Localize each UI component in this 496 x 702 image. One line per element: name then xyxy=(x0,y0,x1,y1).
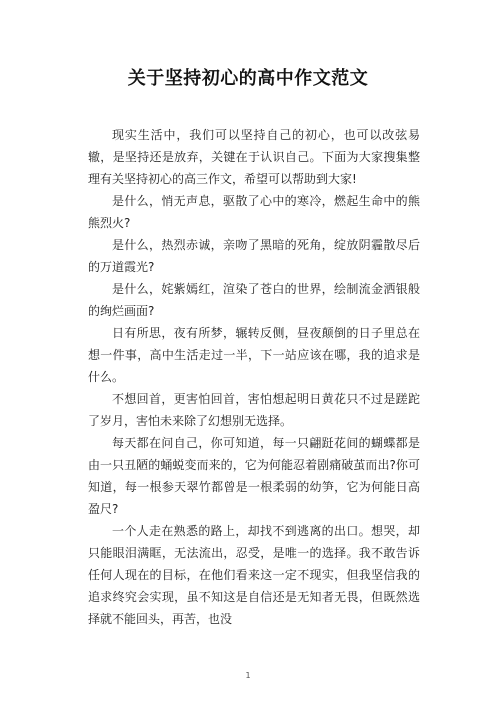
paragraph: 每天都在问自己，你可知道，每一只翩跹花间的蝴蝶都是由一只丑陋的蛹蜕变而来的，它为何能忍着剧痛破茧而出?你可知道，每一根参天翠竹都曾是一根柔弱的幼笋，它为何能日高盈尺? xyxy=(88,436,420,516)
paragraph: 是什么，热烈赤诚，亲吻了黑暗的死角，绽放阴霾散尽后的万道霞光? xyxy=(88,238,420,274)
document-title: 关于坚持初心的高中作文范文 xyxy=(127,68,369,89)
paragraph: 是什么，悄无声息，驱散了心中的寒冷，燃起生命中的熊熊烈火? xyxy=(88,194,420,230)
paragraph-intro: 现实生活中，我们可以坚持自己的初心，也可以改弦易辙，是坚持还是放弃，关键在于认识自己。下面为大家搜集整理有关坚持初心的高三作文，希望可以帮助到大家! xyxy=(88,128,420,186)
document-body xyxy=(88,124,420,630)
paragraph: 一个人走在熟悉的路上，却找不到逃离的出口。想哭，却只能眼泪满眶，无法流出，忍受，是唯一的选择。我不敢告诉任何人现在的目标，在他们看来这一定不现实，但我坚信我的追求终究会实现，虽不知这是自信还是无知者无畏，但既然选择就不能回头，再苦，也没 xyxy=(88,524,420,626)
paragraph: 日有所思，夜有所梦，辗转反侧，昼夜颠倒的日子里总在想一件事，高中生活走过一半，下一站应该在哪，我的追求是什么。 xyxy=(88,326,420,384)
paragraph: 不想回首，更害怕回首，害怕想起明日黄花只不过是蹉跎了岁月，害怕未来除了幻想别无选择。 xyxy=(88,392,420,428)
page-number: 1 xyxy=(245,671,251,680)
paragraph: 是什么，姹紫嫣红，渲染了苍白的世界，绘制流金洒银般的绚烂画面? xyxy=(88,282,420,318)
